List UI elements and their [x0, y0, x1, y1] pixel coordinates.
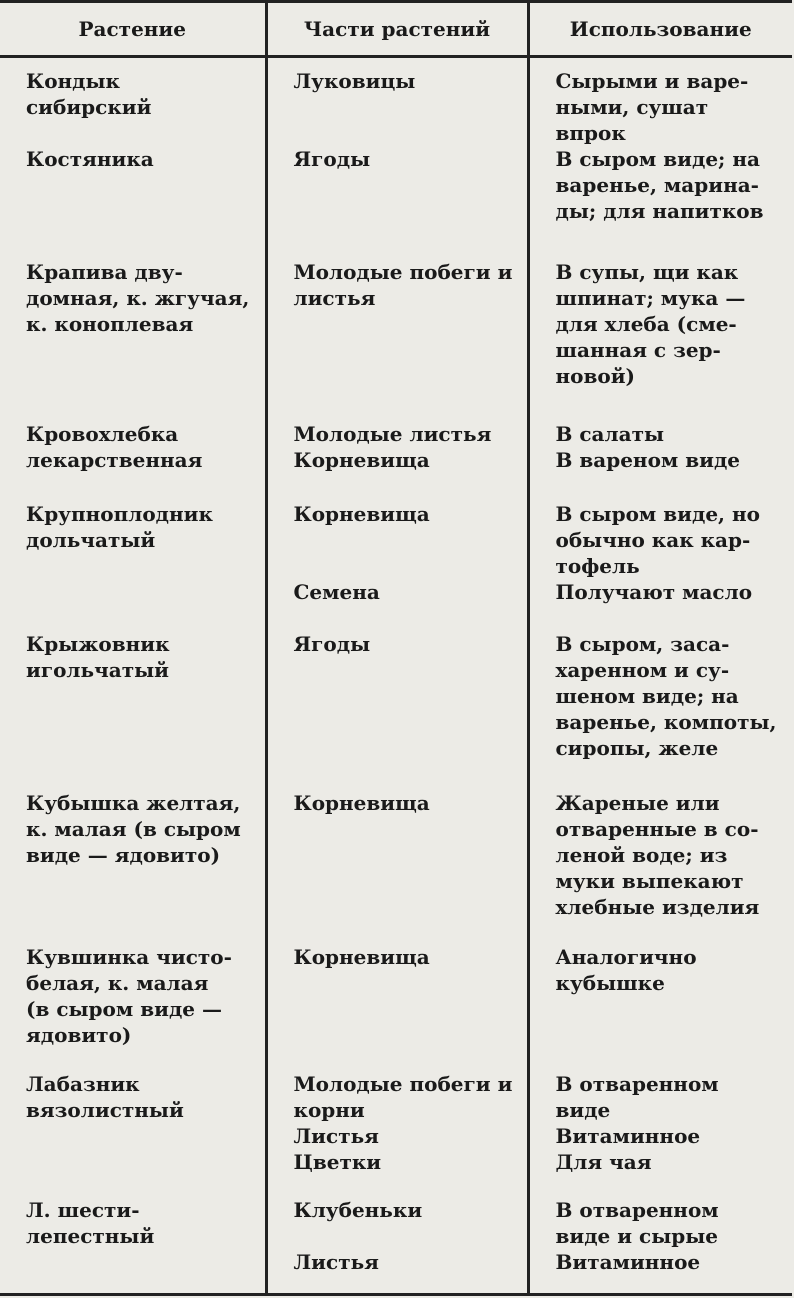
table-row	[0, 146, 792, 259]
plant-name: Крапива дву- домная, к. жгучая, к. коноплевая	[26, 260, 250, 336]
parts-cell	[266, 1071, 528, 1197]
plant-cell	[0, 1197, 266, 1295]
plant-parts: Ягоды	[293, 632, 371, 656]
table-row	[0, 631, 792, 790]
table-row	[0, 944, 792, 1071]
plant-use: Сырыми и варе- ными, сушат впрок	[555, 69, 749, 145]
table-row	[0, 501, 792, 631]
plant-use: Жареные или отваренные в со- леной воде; из муки выпекают хлебные изделия	[555, 791, 760, 919]
table-row	[0, 1197, 792, 1295]
use-cell	[528, 1071, 792, 1197]
table-row	[0, 1071, 792, 1197]
parts-cell	[266, 1197, 528, 1295]
plant-cell	[0, 631, 266, 790]
plant-use: Аналогично кубышке	[555, 945, 697, 995]
plant-parts: Ягоды	[293, 147, 371, 171]
table-row	[0, 421, 792, 501]
header-parts: Части растений	[266, 2, 528, 57]
plant-cell	[0, 146, 266, 259]
table-row	[0, 57, 792, 147]
plant-parts: Корневища	[293, 945, 430, 969]
plant-name: Кондык сибирский	[26, 69, 152, 119]
plant-cell	[0, 790, 266, 944]
use-cell	[528, 421, 792, 501]
use-cell	[528, 501, 792, 631]
plant-name: Кувшинка чисто- белая, к. малая (в сыром виде — ядовито)	[26, 945, 232, 1047]
plant-parts: Молодые побеги и корни Листья Цветки	[293, 1072, 513, 1174]
use-cell	[528, 944, 792, 1071]
plant-name: Крупноплодник дольчатый	[26, 502, 213, 552]
plant-name: Кубышка желтая, к. малая (в сыром виде — ядовито)	[26, 791, 241, 867]
parts-cell	[266, 631, 528, 790]
use-cell	[528, 259, 792, 421]
use-cell	[528, 57, 792, 147]
plant-use: В салаты В вареном виде	[555, 422, 741, 472]
plant-parts: Корневища	[293, 791, 430, 815]
parts-cell	[266, 259, 528, 421]
plant-name: Кровохлебка лекарственная	[26, 422, 203, 472]
plant-use: В супы, щи как шпинат; мука — для хлеба (сме- шанная с зер- новой)	[555, 260, 746, 388]
header-row	[0, 2, 792, 57]
table-row	[0, 790, 792, 944]
table-row	[0, 259, 792, 421]
plant-cell	[0, 501, 266, 631]
plant-use: В сыром, заса- харенном и су- шеном виде; на варенье, компоты, сиропы, желе	[555, 632, 777, 760]
parts-cell	[266, 790, 528, 944]
plant-cell	[0, 944, 266, 1071]
plant-name: Костяника	[26, 147, 154, 171]
use-cell	[528, 631, 792, 790]
header-use: Использование	[528, 2, 792, 57]
parts-cell	[266, 57, 528, 147]
plant-parts: Молодые побеги и листья	[293, 260, 513, 310]
plant-use: В отваренном виде и сырые Витаминное	[555, 1198, 719, 1274]
plant-cell	[0, 259, 266, 421]
plant-cell	[0, 421, 266, 501]
plant-cell	[0, 57, 266, 147]
plant-parts: Клубеньки Листья	[293, 1198, 423, 1274]
plant-parts: Луковицы	[293, 69, 416, 93]
use-cell	[528, 790, 792, 944]
parts-cell	[266, 421, 528, 501]
header-plant: Растение	[0, 2, 266, 57]
parts-cell	[266, 944, 528, 1071]
plant-name: Крыжовник игольчатый	[26, 632, 170, 682]
parts-cell	[266, 146, 528, 259]
plant-cell	[0, 1071, 266, 1197]
parts-cell	[266, 501, 528, 631]
plant-parts: Корневища Семена	[293, 502, 430, 604]
plant-use: В сыром виде; на варенье, марина- ды; для напитков	[555, 147, 764, 223]
use-cell	[528, 146, 792, 259]
plant-name: Лабазник вязолистный	[26, 1072, 184, 1122]
plant-parts: Молодые листья Корневища	[293, 422, 492, 472]
plant-use: В отваренном виде Витаминное Для чая	[555, 1072, 719, 1174]
plant-name: Л. шести- лепестный	[26, 1198, 155, 1248]
plant-use: В сыром виде, но обычно как кар- тофель Получают масло	[555, 502, 760, 604]
use-cell	[528, 1197, 792, 1295]
